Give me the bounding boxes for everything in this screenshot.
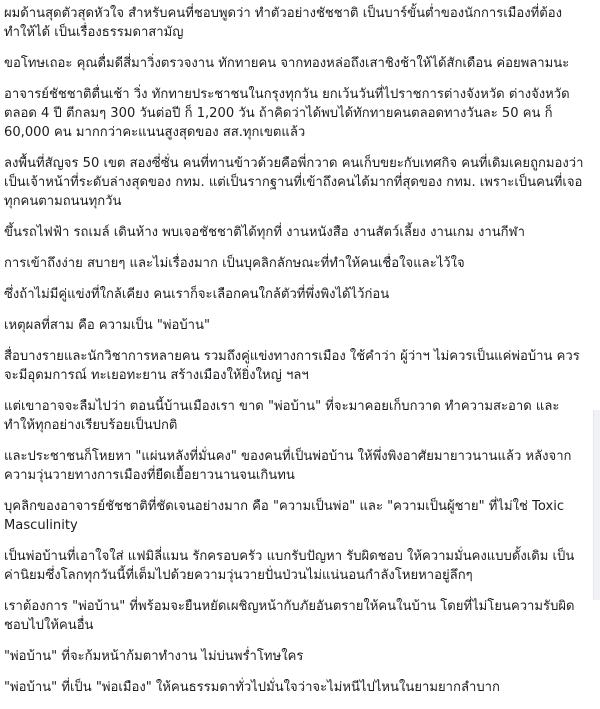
- post-paragraph: ขอโทษเถอะ คุณดื่มดีสี่มาวิ่งตรวจงาน ทักทายคน จากทองหล่อถึงเสาชิงช้าให้ได้สักเดือน ค่อยพลามนะ: [4, 56, 570, 71]
- post-paragraph: ผมด้านสุดตัวสุดหัวใจ สำหรับคนที่ชอบพูดว่า ทำตัวอย่างชัชชาติ เป็นบาร์ขั้นต่ำของนักการเมืองที่ต้องทำให้ได้ เป็นเรื่องธรรมดาสามัญ: [4, 6, 563, 40]
- post-paragraph: อาจารย์ชัชชาติตื่นเช้า วิ่ง ทักทายประชาชนในกรุงทุกวัน ยกเว้นวันที่ไปราชการต่างจังหวัด ต่างจังหวัดตลอด 4 ปี ตีกลมๆ 300 วันต่อปี ก็ 1,200 วัน ถ้าคิดว่าได้พบได้ทักทายคนตลอดทางวันละ 50 คน ก็ 60,000 คน มากกว่าคะแนนสูงสุดของ สส.ทุกเขตแล้ว: [4, 87, 570, 140]
- post-paragraph: "พ่อบ้าน" ที่เป็น "พ่อเมือง" ให้คนธรรมดาทั่วไปมั่นใจว่าจะไม่หนีไปไหนในยามยากลำบาก: [4, 680, 500, 695]
- post-paragraph: บุคลิกของอาจารย์ชัชชาติที่ชัดเจนอย่างมาก คือ "ความเป็นพ่อ" และ "ความเป็นผู้ชาย" ที่ไม่ใช่ Toxic Masculinity: [4, 499, 565, 533]
- post-paragraph: และประชาชนก็โหยหา "แผ่นหลังที่มั่นคง" ของคนที่เป็นพ่อบ้าน ให้พึ่งพิงอาศัยมายาวนานแล้ว หลังจากความวุ่นวายทางการเมืองที่ยืดเยื้อยาวนานจนเกินทน: [4, 449, 572, 483]
- post-paragraph: เราต้องการ "พ่อบ้าน" ที่พร้อมจะยืนหยัดเผชิญหน้ากับภัยอันตรายให้คนในบ้าน โดยที่ไม่โยนความรับผิดชอบไปให้คนอื่น: [4, 599, 575, 633]
- post-paragraph: การเข้าถึงง่าย สบายๆ และไม่เรื่องมาก เป็นบุคลิกลักษณะที่ทำให้คนเชื่อใจและไว้ใจ: [4, 256, 465, 271]
- post-paragraph: ซึ่งถ้าไม่มีคู่แข่งที่ใกล้เคียง คนเราก็จะเลือกคนใกล้ตัวที่พึ่งพิงได้ไว้ก่อน: [4, 287, 390, 302]
- post-paragraph: ลงพื้นที่สัญจร 50 เขต สองซี่ซั่น คนที่ทานข้าวด้วยคือพี่กวาด คนเก็บขยะกับเทศกิจ คนที่เดิมเคยถูกมองว่าเป็นเจ้าหน้าที่ระดับล่างสุดของ กทม. แต่เป็นรากฐานที่เข้าถึงคนได้มากที่สุดของ กทม. เพราะเป็นคนที่เจอทุกคนตามถนนทุกวัน: [4, 156, 584, 209]
- post-paragraph: "พ่อบ้าน" ที่จะก้มหน้าก้มตาทำงาน ไม่บ่นพร่ำโทษใคร: [4, 649, 304, 664]
- scrollbar-edge[interactable]: [593, 410, 600, 600]
- post-paragraph: สื่อบางรายและนักวิชาการหลายคน รวมถึงคู่แข่งทางการเมือง ใช้คำว่า ผู้ว่าฯ ไม่ควรเป็นแค่พ่อบ้าน ควรจะมีอุดมการณ์ ทะเยอทะยาน สร้างเมืองให้ยิ่งใหญ่ ฯลฯ: [4, 349, 580, 383]
- post-paragraph: เป็นพ่อบ้านที่เอาใจใส่ แฟมิลี่แมน รักครอบครัว แบกรับปัญหา รับผิดชอบ ให้ความมั่นคงแบบดั้งเดิม เป็นค่านิยมซึ่งโลกทุกวันนี้ที่เต็มไปด้วยความวุ่นวายปั่นป่วนไม่แน่นอนกำลังโหยหาอยู่ลึกๆ: [4, 549, 575, 583]
- post-paragraph: เหตุผลที่สาม คือ ความเป็น "พ่อบ้าน": [4, 318, 211, 333]
- post-body: [4, 4, 586, 709]
- post-paragraph: แต่เขาอาจจะลืมไปว่า ตอนนี้บ้านเมืองเรา ขาด "พ่อบ้าน" ที่จะมาคอยเก็บกวาด ทำความสะอาด และทำให้ทุกอย่างเรียบร้อยเป็นปกติ: [4, 399, 560, 433]
- post-paragraph: ขึ้นรถไฟฟ้า รถเมล์ เดินห้าง พบเจอชัชชาติได้ทุกที่ งานหนังสือ งานสัตว์เลี้ยง งานเกม งานกีฬา: [4, 225, 525, 240]
